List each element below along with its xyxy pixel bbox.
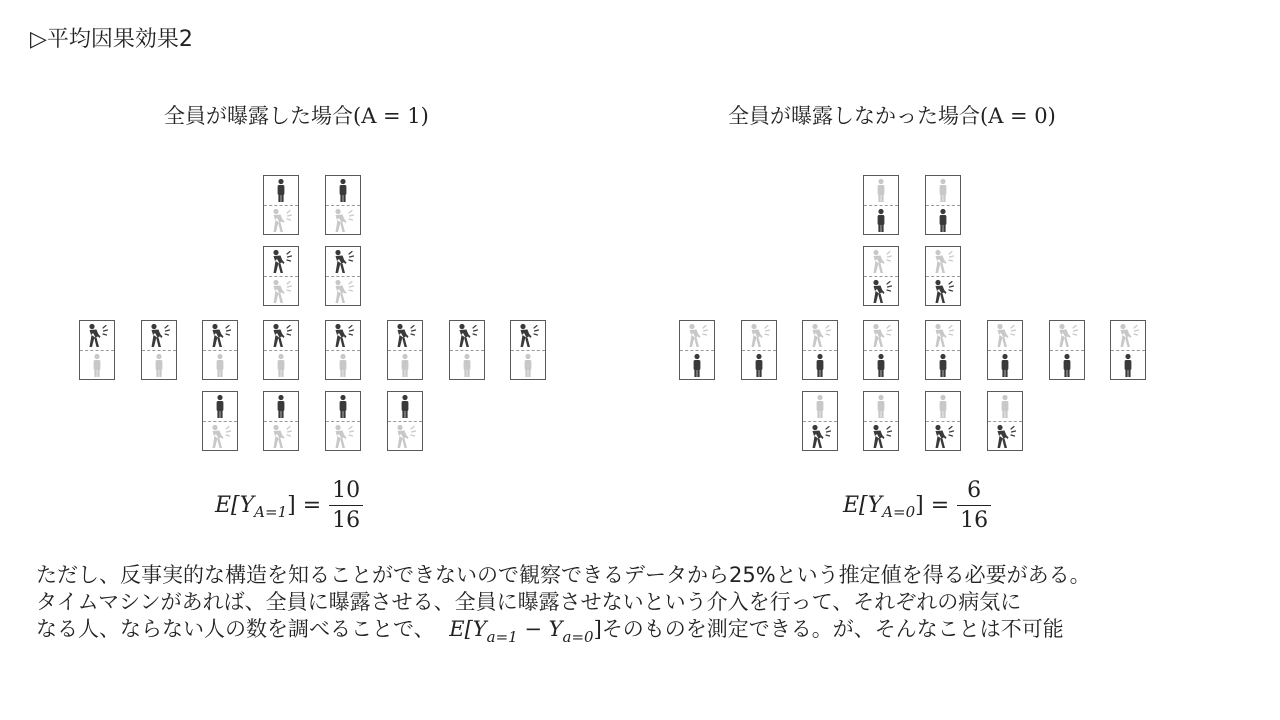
sick-person-icon xyxy=(803,321,837,351)
sick-person-icon xyxy=(988,321,1022,351)
left-person-card xyxy=(202,391,238,451)
healthy-person-icon xyxy=(264,176,298,206)
sick-person-icon xyxy=(264,247,298,277)
healthy-person-icon xyxy=(926,392,960,422)
right-fraction-denominator: 16 xyxy=(957,505,991,533)
healthy-person-icon xyxy=(264,392,298,422)
sick-person-icon xyxy=(1111,321,1145,351)
right-fraction-numerator: 6 xyxy=(967,478,982,503)
healthy-person-icon xyxy=(864,206,898,235)
healthy-person-icon xyxy=(803,351,837,380)
sick-person-icon xyxy=(264,422,298,451)
left-person-card xyxy=(79,320,115,380)
healthy-person-icon xyxy=(1111,351,1145,380)
left-fraction-denominator: 16 xyxy=(329,505,363,533)
left-person-card xyxy=(387,320,423,380)
healthy-person-icon xyxy=(803,392,837,422)
inline-formula-sub-2: a=0 xyxy=(562,628,594,646)
body-line-3 xyxy=(36,616,1266,645)
sick-person-icon xyxy=(326,422,360,451)
healthy-person-icon xyxy=(680,351,714,380)
healthy-person-icon xyxy=(511,351,545,380)
right-person-card xyxy=(802,391,838,451)
healthy-person-icon xyxy=(326,176,360,206)
left-person-card xyxy=(263,391,299,451)
sick-person-icon xyxy=(388,321,422,351)
healthy-person-icon xyxy=(1050,351,1084,380)
left-person-card xyxy=(449,320,485,380)
sick-person-icon xyxy=(680,321,714,351)
sick-person-icon xyxy=(203,321,237,351)
left-person-card xyxy=(141,320,177,380)
inline-formula-mid: − Y xyxy=(517,617,563,641)
sick-person-icon xyxy=(864,277,898,306)
inline-formula-lhs: E[Y xyxy=(449,617,487,641)
left-person-card xyxy=(325,391,361,451)
inline-formula-close: ] xyxy=(593,617,602,641)
healthy-person-icon xyxy=(203,392,237,422)
sick-person-icon xyxy=(988,422,1022,451)
slide-title: ▷平均因果効果2 xyxy=(30,27,193,52)
right-person-card xyxy=(741,320,777,380)
right-person-card xyxy=(863,246,899,306)
sick-person-icon xyxy=(326,321,360,351)
healthy-person-icon xyxy=(742,351,776,380)
right-person-card xyxy=(925,175,961,235)
body-inline-formula xyxy=(449,617,602,646)
right-person-card xyxy=(925,320,961,380)
left-heading-text: 全員が曝露した場合 xyxy=(164,104,353,128)
left-person-card xyxy=(325,175,361,235)
left-person-card xyxy=(387,391,423,451)
healthy-person-icon xyxy=(450,351,484,380)
sick-person-icon xyxy=(1050,321,1084,351)
body-line-2: タイムマシンがあれば、全員に曝露させる、全員に曝露させないという介入を行って、それぞれの病気に xyxy=(36,590,1022,614)
left-person-card xyxy=(510,320,546,380)
sick-person-icon xyxy=(803,422,837,451)
healthy-person-icon xyxy=(264,351,298,380)
sick-person-icon xyxy=(264,277,298,306)
sick-person-icon xyxy=(264,206,298,235)
left-person-card xyxy=(325,246,361,306)
right-heading-text: 全員が曝露しなかった場合 xyxy=(728,104,980,128)
right-expectation-close: ] = xyxy=(915,493,950,518)
left-fraction-numerator: 10 xyxy=(332,478,361,503)
right-person-card xyxy=(863,320,899,380)
right-person-card xyxy=(925,246,961,306)
healthy-person-icon xyxy=(864,392,898,422)
sick-person-icon xyxy=(864,321,898,351)
healthy-person-icon xyxy=(926,206,960,235)
sick-person-icon xyxy=(142,321,176,351)
right-expectation-subscript: A=0 xyxy=(882,502,916,521)
right-person-card xyxy=(863,175,899,235)
left-person-card xyxy=(263,246,299,306)
sick-person-icon xyxy=(511,321,545,351)
body-line-3-end: そのものを測定できる。が、そんなことは不可能 xyxy=(601,617,1064,641)
right-heading-condition: (A = 0) xyxy=(980,104,1056,128)
left-person-card xyxy=(263,320,299,380)
left-expectation-subscript: A=1 xyxy=(254,502,288,521)
healthy-person-icon xyxy=(203,351,237,380)
left-fraction xyxy=(329,478,363,533)
sick-person-icon xyxy=(926,422,960,451)
right-person-card xyxy=(863,391,899,451)
sick-person-icon xyxy=(926,277,960,306)
right-person-card xyxy=(1110,320,1146,380)
left-person-card xyxy=(325,320,361,380)
healthy-person-icon xyxy=(864,351,898,380)
left-heading-condition: (A = 1) xyxy=(353,104,429,128)
sick-person-icon xyxy=(864,247,898,277)
healthy-person-icon xyxy=(388,351,422,380)
right-panel-heading xyxy=(728,100,1056,130)
healthy-person-icon xyxy=(388,392,422,422)
right-person-card xyxy=(679,320,715,380)
sick-person-icon xyxy=(388,422,422,451)
healthy-person-icon xyxy=(80,351,114,380)
left-expectation-formula xyxy=(215,478,363,533)
left-expectation-lhs: E[Y xyxy=(215,493,255,518)
right-person-card xyxy=(925,391,961,451)
sick-person-icon xyxy=(326,247,360,277)
healthy-person-icon xyxy=(142,351,176,380)
right-person-card xyxy=(802,320,838,380)
healthy-person-icon xyxy=(988,351,1022,380)
sick-person-icon xyxy=(80,321,114,351)
left-expectation-close: ] = xyxy=(287,493,322,518)
sick-person-icon xyxy=(742,321,776,351)
body-line-3-start: なる人、ならない人の数を調べることで、 xyxy=(36,617,435,641)
sick-person-icon xyxy=(864,422,898,451)
healthy-person-icon xyxy=(864,176,898,206)
body-line-1: ただし、反事実的な構造を知ることができないので観察できるデータから25%という推定値を得る必要がある。 xyxy=(36,563,1091,587)
right-expectation-formula xyxy=(843,478,991,533)
left-panel-heading xyxy=(164,100,429,130)
left-person-card xyxy=(202,320,238,380)
body-text xyxy=(36,562,1266,645)
sick-person-icon xyxy=(450,321,484,351)
healthy-person-icon xyxy=(326,351,360,380)
right-fraction xyxy=(957,478,991,533)
right-person-card xyxy=(987,320,1023,380)
sick-person-icon xyxy=(926,321,960,351)
healthy-person-icon xyxy=(988,392,1022,422)
right-expectation-lhs: E[Y xyxy=(843,493,883,518)
sick-person-icon xyxy=(926,247,960,277)
sick-person-icon xyxy=(203,422,237,451)
right-person-card xyxy=(987,391,1023,451)
sick-person-icon xyxy=(326,206,360,235)
left-person-card xyxy=(263,175,299,235)
healthy-person-icon xyxy=(926,351,960,380)
healthy-person-icon xyxy=(326,392,360,422)
right-person-card xyxy=(1049,320,1085,380)
sick-person-icon xyxy=(264,321,298,351)
inline-formula-sub-1: a=1 xyxy=(486,628,518,646)
sick-person-icon xyxy=(326,277,360,306)
healthy-person-icon xyxy=(926,176,960,206)
